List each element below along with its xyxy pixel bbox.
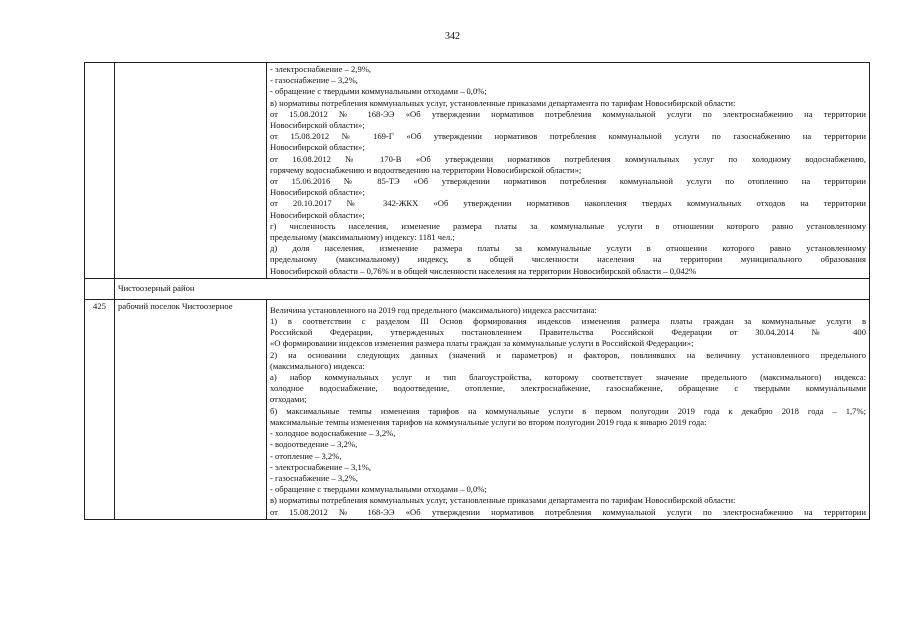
description-cell xyxy=(267,63,870,279)
row-number-cell xyxy=(85,63,115,279)
text-line: от 16.08.2012 № 170-В «Об утверждении нормативов потребления коммунальных услуг по холодному водоснабжению, xyxy=(270,153,866,164)
text-line: в) нормативы потребления коммунальных услуг, установленные приказами департамента по тарифам Новосибирской области: xyxy=(270,495,736,506)
document-table xyxy=(84,62,870,520)
text-line: холодное водоснабжение, водоотведение, отопление, электроснабжение, газоснабжение, обращение с твердыми коммунальными xyxy=(270,383,866,394)
text-line: а) набор коммунальных услуг и тип благоустройства, которому соответствует значение предельного (максимального) индекса: xyxy=(270,372,866,383)
text-line: максимальные темпы изменения тарифов на коммунальные услуги во втором полугодии 2019 года к январю 2019 года: xyxy=(270,416,707,427)
text-line: г) численность населения, изменение размера платы за коммунальные услуги в отношении которого равно установленному xyxy=(270,220,866,231)
text-line: предельному (максимальному) индексу: 1181 чел.; xyxy=(270,232,455,243)
row-number: 425 xyxy=(85,299,115,519)
text-line: от 15.08.2012 № 169-Г «Об утверждении нормативов потребления коммунальной услуги по газоснабжению на территории xyxy=(270,131,866,142)
text-line: - отопление – 3,2%, xyxy=(270,450,342,461)
text-line: - электроснабжение – 3,1%, xyxy=(270,461,372,472)
text-line: от 15.08.2012 № 168-ЭЭ «Об утверждении нормативов потребления коммунальной услуги по электроснабжению на территории xyxy=(270,108,866,119)
text-line: - холодное водоснабжение – 3,2%, xyxy=(270,428,396,439)
table-row xyxy=(85,299,870,519)
text-line: д) доля населения, изменение размера платы за коммунальные услуги в отношении которого равно установленному xyxy=(270,243,866,254)
text-line: (максимального) индекса: xyxy=(270,360,365,371)
text-line: - газоснабжение – 3,2%, xyxy=(270,472,358,483)
text-line: - обращение с твердыми коммунальными отходами – 0,0%; xyxy=(270,86,487,97)
text-line: от 15.06.2016 № 85-ТЭ «Об утверждении нормативов потребления коммунальной услуги по отоплению на территории xyxy=(270,176,866,187)
text-line: - электроснабжение – 2,9%, xyxy=(270,64,372,74)
region-name: Чистоозерный район xyxy=(115,278,870,299)
text-line: Новосибирской области»; xyxy=(270,120,365,131)
row-number-cell xyxy=(85,278,115,299)
text-line: в) нормативы потребления коммунальных услуг, установленные приказами департамента по тарифам Новосибирской области: xyxy=(270,97,736,108)
locality-cell xyxy=(115,63,267,279)
page-number: 342 xyxy=(445,31,460,42)
text-line: - водоотведение – 3,2%, xyxy=(270,439,358,450)
description-cell xyxy=(267,299,870,519)
text-line: б) максимальные темпы изменения тарифов на коммунальные услуги в первом полугодии 2019 года к декабрю 2018 года – 1,7%; xyxy=(270,405,866,416)
text-line: - газоснабжение – 3,2%, xyxy=(270,75,358,86)
text-line: Новосибирской области»; xyxy=(270,142,365,153)
text-line: 1) в соответствии с разделом III Основ формирования индексов изменения размера платы граждан за коммунальные услуги в xyxy=(270,316,866,327)
text-line: 2) на основании следующих данных (значений и параметров) и факторов, повлиявших на величину установленного предельного xyxy=(270,349,866,360)
table-row xyxy=(85,63,870,279)
text-line: Российской Федерации, утвержденных постановлением Правительства Российской Федерации от 30.04.2014 № 400 xyxy=(270,327,866,338)
locality-name: рабочий поселок Чистоозерное xyxy=(115,299,267,519)
text-line: горячему водоснабжению и водоотведению на территории Новосибирской области»; xyxy=(270,164,582,175)
text-line: Величина установленного на 2019 год предельного (максимального) индекса рассчитана: xyxy=(270,304,597,315)
text-line: от 15.08.2012 № 168-ЭЭ «Об утверждении нормативов потребления коммунальной услуги по электроснабжению на территории xyxy=(270,506,866,517)
text-line: отходами; xyxy=(270,394,307,405)
text-line: «О формировании индексов изменения размера платы граждан за коммунальные услуги в Российской Федерации»; xyxy=(270,338,694,349)
text-line: Новосибирской области»; xyxy=(270,187,365,198)
text-line: Новосибирской области»; xyxy=(270,209,365,220)
region-row xyxy=(85,278,870,299)
text-line: от 20.10.2017 № 342-ЖКХ «Об утверждении нормативов накопления твердых коммунальных отходов на территории xyxy=(270,198,866,209)
text-line: - обращение с твердыми коммунальными отходами – 0,0%; xyxy=(270,484,487,495)
text-line: Новосибирской области – 0,76% и в общей численности населения на территории Новосибирской области – 0,042% xyxy=(270,265,697,276)
text-line: предельному (максимальному) индексу, в общей численности населения на территории муниципального образования xyxy=(270,254,866,265)
